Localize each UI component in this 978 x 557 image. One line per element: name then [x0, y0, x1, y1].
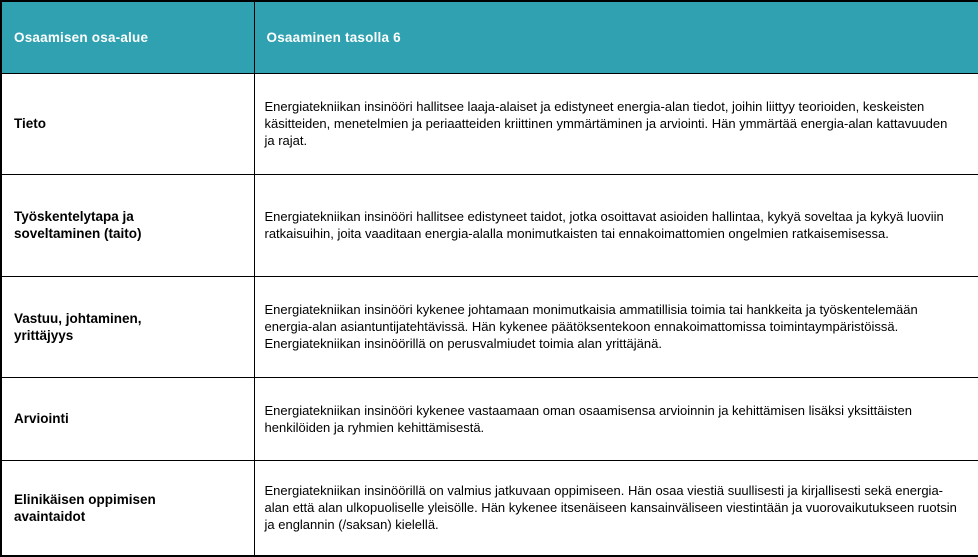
row-description-cell: Energiatekniikan insinöörillä on valmius jatkuvaan oppimiseen. Hän osaa viestiä suullisesti ja kirjallisesti sekä energia-alan että alan ulkopuoliselle yleisölle. Hän kykenee itsenäiseen kansainväliseen viestintään ja vuorovaikutukseen ruotsin ja englannin (/saksan) kielellä.	[254, 460, 978, 556]
column-header-osaamisen-osa-alue: Osaamisen osa-alue	[1, 1, 254, 73]
table-header-row	[1, 1, 978, 73]
row-label: Arviointi	[14, 411, 69, 426]
row-label-cell	[1, 460, 254, 556]
row-description-cell: Energiatekniikan insinööri hallitsee laaja-alaiset ja edistyneet energia-alan tiedot, joihin liittyy teorioiden, keskeisten käsitteiden, menetelmien ja periaatteiden kriittinen ymmärtäminen ja arviointi. Hän ymmärtää energia-alan kattavuuden ja rajat.	[254, 73, 978, 174]
row-label: Vastuu, johtaminen, yrittäjyys	[14, 310, 142, 343]
table-row	[1, 377, 978, 460]
row-label: Elinikäisen oppimisen avaintaidot	[14, 491, 156, 524]
row-label: Tieto	[14, 116, 47, 131]
row-label-cell	[1, 174, 254, 276]
row-description-cell: Energiatekniikan insinööri kykenee johtamaan monimutkaisia ammatillisia toimia tai hankkeita ja työskentelemään energia-alan asiantuntijatehtävissä. Hän kykenee päätöksentekoon ennakoimattomissa toimintaympäristöissä. Energiatekniikan insinöörillä on perusvalmiudet toimia alan yrittäjänä.	[254, 276, 978, 377]
row-label-cell	[1, 276, 254, 377]
row-label-cell	[1, 377, 254, 460]
row-label: Työskentelytapa ja soveltaminen (taito)	[14, 209, 142, 241]
row-description-cell: Energiatekniikan insinööri hallitsee edistyneet taidot, jotka osoittavat asioiden hallintaa, kykyä soveltaa ja kykyä luoviin ratkaisuihin, joita vaaditaan energia-alalla monimutkaisten tai ennakoimattomien ongelmien ratkaisemisessa.	[254, 174, 978, 276]
table-row	[1, 174, 978, 276]
row-label-cell	[1, 73, 254, 174]
table-row	[1, 276, 978, 377]
table-row	[1, 73, 978, 174]
row-description-cell: Energiatekniikan insinööri kykenee vastaamaan oman osaamisensa arvioinnin ja kehittämisen lisäksi yksittäisten henkilöiden ja ryhmien kehittämisestä.	[254, 377, 978, 460]
table-row	[1, 460, 978, 556]
column-header-osaaminen-tasolla-6: Osaaminen tasolla 6	[254, 1, 978, 73]
